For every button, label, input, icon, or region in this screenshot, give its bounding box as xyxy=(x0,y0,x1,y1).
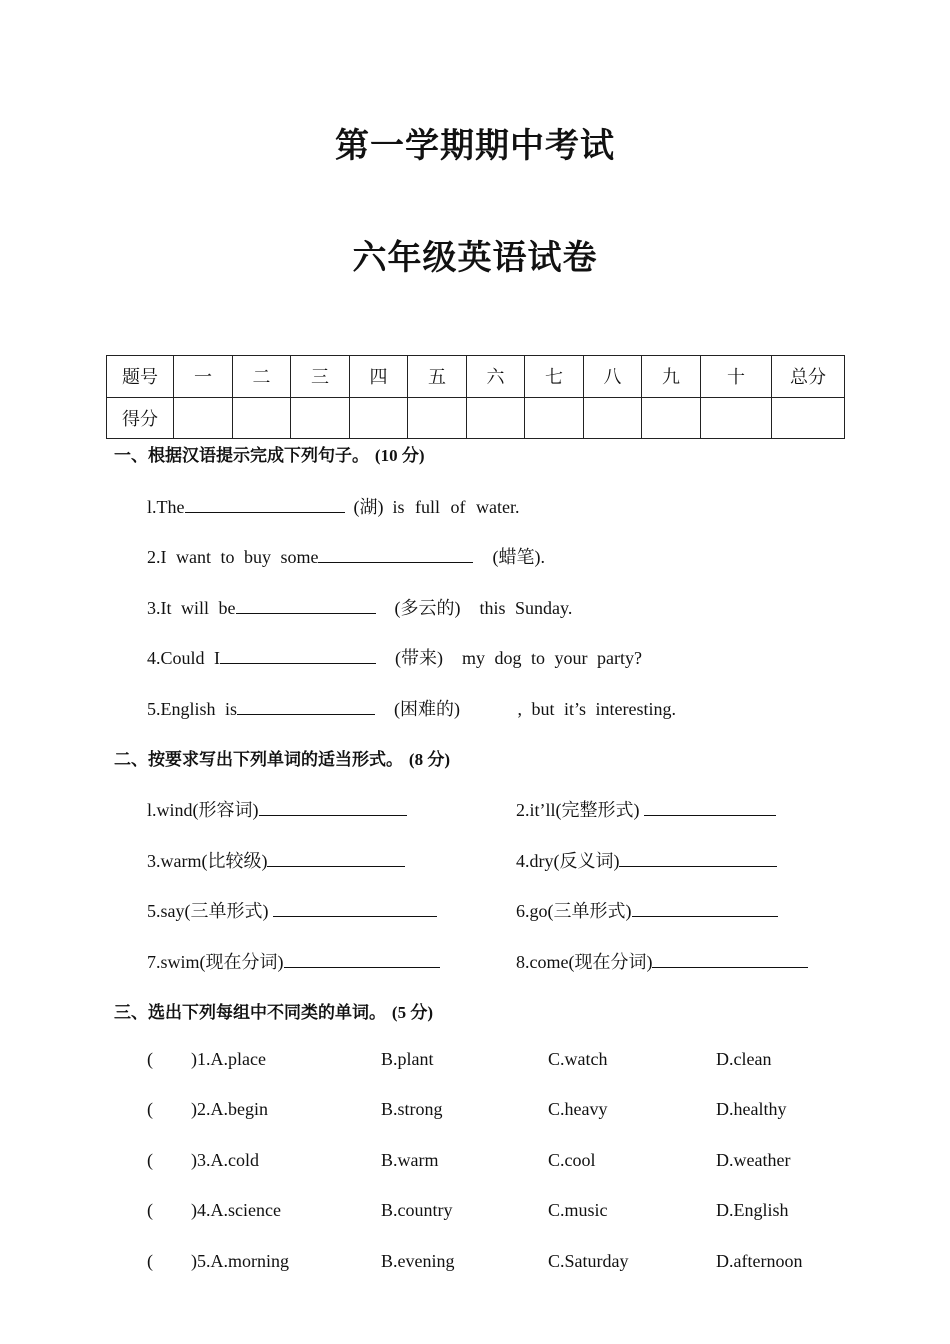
section1-points: (10 分) xyxy=(374,446,425,465)
score-cell[interactable] xyxy=(584,397,642,439)
score-table xyxy=(106,355,845,439)
item-text: 6.go(三单形式) xyxy=(516,901,632,921)
option-d: D.afternoon xyxy=(716,1251,803,1271)
score-cell[interactable] xyxy=(701,397,772,439)
option-d: D.clean xyxy=(716,1049,772,1069)
item-text: my dog to your party? xyxy=(462,648,642,668)
answer-paren[interactable]: ( xyxy=(147,1150,153,1170)
score-table-score-row xyxy=(107,397,845,439)
header-cell: 四 xyxy=(350,356,408,398)
section1-item xyxy=(147,644,642,670)
option-c: C.heavy xyxy=(548,1099,608,1119)
hint-text: (蜡笔). xyxy=(492,547,545,567)
item-text: l.wind(形容词) xyxy=(147,800,259,820)
exam-subtitle: 六年级英语试卷 xyxy=(352,238,598,278)
header-cell: 七 xyxy=(525,356,584,398)
answer-blank[interactable] xyxy=(185,495,345,513)
header-cell: 二 xyxy=(233,356,291,398)
header-cell: 一 xyxy=(174,356,233,398)
item-text: 3.It will be xyxy=(147,598,236,618)
option-b: B.country xyxy=(381,1200,453,1220)
option-c: C.watch xyxy=(548,1049,608,1069)
hint-text: (湖) xyxy=(353,497,384,517)
section1-item xyxy=(147,543,545,569)
item-text: 7.swim(现在分词) xyxy=(147,952,284,972)
hint-text: (多云的) xyxy=(394,598,461,618)
item-text: 4.dry(反义词) xyxy=(516,851,620,871)
score-cell[interactable] xyxy=(772,397,845,439)
answer-blank[interactable] xyxy=(267,849,405,867)
option-a: )1.A.place xyxy=(191,1049,266,1069)
option-a: )3.A.cold xyxy=(191,1150,259,1170)
section1-title: 一、根据汉语提示完成下列句子。 xyxy=(114,446,369,466)
row-label: 得分 xyxy=(107,397,174,439)
section2-item xyxy=(147,847,405,873)
header-cell: 八 xyxy=(584,356,642,398)
section2-item xyxy=(516,847,777,873)
section2-item xyxy=(516,948,808,974)
answer-blank[interactable] xyxy=(619,849,777,867)
answer-blank[interactable] xyxy=(652,950,808,968)
option-c: C.Saturday xyxy=(548,1251,629,1271)
answer-paren[interactable]: ( xyxy=(147,1049,153,1069)
score-cell[interactable] xyxy=(408,397,467,439)
exam-title: 第一学期期中考试 xyxy=(335,126,615,166)
item-text: 4.Could I xyxy=(147,648,221,668)
header-cell: 总分 xyxy=(772,356,845,398)
score-cell[interactable] xyxy=(174,397,233,439)
option-b: B.warm xyxy=(381,1150,439,1170)
header-cell: 十 xyxy=(701,356,772,398)
score-cell[interactable] xyxy=(525,397,584,439)
section1-item xyxy=(147,594,572,620)
item-text: l.The xyxy=(147,497,185,517)
option-d: D.weather xyxy=(716,1150,791,1170)
answer-blank[interactable] xyxy=(237,697,375,715)
item-text: 5.English is xyxy=(147,699,238,719)
header-cell: 九 xyxy=(642,356,701,398)
item-text: 3.warm(比较级) xyxy=(147,851,268,871)
answer-blank[interactable] xyxy=(284,950,440,968)
item-text: this Sunday. xyxy=(479,598,573,618)
score-cell[interactable] xyxy=(467,397,525,439)
answer-blank[interactable] xyxy=(259,798,407,816)
score-cell[interactable] xyxy=(350,397,408,439)
score-table-header-row xyxy=(107,356,845,398)
header-cell: 题号 xyxy=(107,356,174,398)
item-text: 2.I want to buy some xyxy=(147,547,319,567)
section2-heading xyxy=(114,745,450,770)
option-a: )2.A.begin xyxy=(191,1099,268,1119)
item-text: 8.come(现在分词) xyxy=(516,952,653,972)
section2-item xyxy=(147,897,437,923)
section3-heading xyxy=(114,998,433,1023)
section3-title: 三、选出下列每组中不同类的单词。 xyxy=(114,1003,386,1023)
answer-paren[interactable]: ( xyxy=(147,1099,153,1119)
item-text: 2.it’ll(完整形式) xyxy=(516,800,640,820)
answer-blank[interactable] xyxy=(318,545,473,563)
section3-points: (5 分) xyxy=(391,1003,433,1022)
option-d: D.English xyxy=(716,1200,789,1220)
answer-paren[interactable]: ( xyxy=(147,1251,153,1271)
option-b: B.strong xyxy=(381,1099,443,1119)
answer-blank[interactable] xyxy=(236,596,376,614)
option-a: )5.A.morning xyxy=(191,1251,289,1271)
section2-item xyxy=(516,796,776,822)
section1-item xyxy=(147,493,519,519)
header-cell: 五 xyxy=(408,356,467,398)
section2-title: 二、按要求写出下列单词的适当形式。 xyxy=(114,750,403,770)
item-text: is full of water. xyxy=(392,497,520,517)
score-cell[interactable] xyxy=(642,397,701,439)
section1-heading xyxy=(114,441,425,466)
score-cell[interactable] xyxy=(233,397,291,439)
answer-blank[interactable] xyxy=(273,899,437,917)
option-d: D.healthy xyxy=(716,1099,787,1119)
answer-blank[interactable] xyxy=(632,899,778,917)
hint-text: (带来) xyxy=(395,648,444,668)
option-a: )4.A.science xyxy=(191,1200,281,1220)
option-b: B.evening xyxy=(381,1251,455,1271)
item-text: , but it’s interesting. xyxy=(517,699,677,719)
item-text: 5.say(三单形式) xyxy=(147,901,269,921)
option-b: B.plant xyxy=(381,1049,434,1069)
answer-paren[interactable]: ( xyxy=(147,1200,153,1220)
option-c: C.cool xyxy=(548,1150,596,1170)
answer-blank[interactable] xyxy=(220,646,376,664)
section2-points: (8 分) xyxy=(408,750,450,769)
section2-item xyxy=(147,796,407,822)
section2-item xyxy=(147,948,440,974)
option-c: C.music xyxy=(548,1200,608,1220)
answer-blank[interactable] xyxy=(644,798,776,816)
section1-item xyxy=(147,695,676,721)
header-cell: 六 xyxy=(467,356,525,398)
score-cell[interactable] xyxy=(291,397,350,439)
section2-item xyxy=(516,897,778,923)
header-cell: 三 xyxy=(291,356,350,398)
hint-text: (困难的) xyxy=(394,699,461,719)
